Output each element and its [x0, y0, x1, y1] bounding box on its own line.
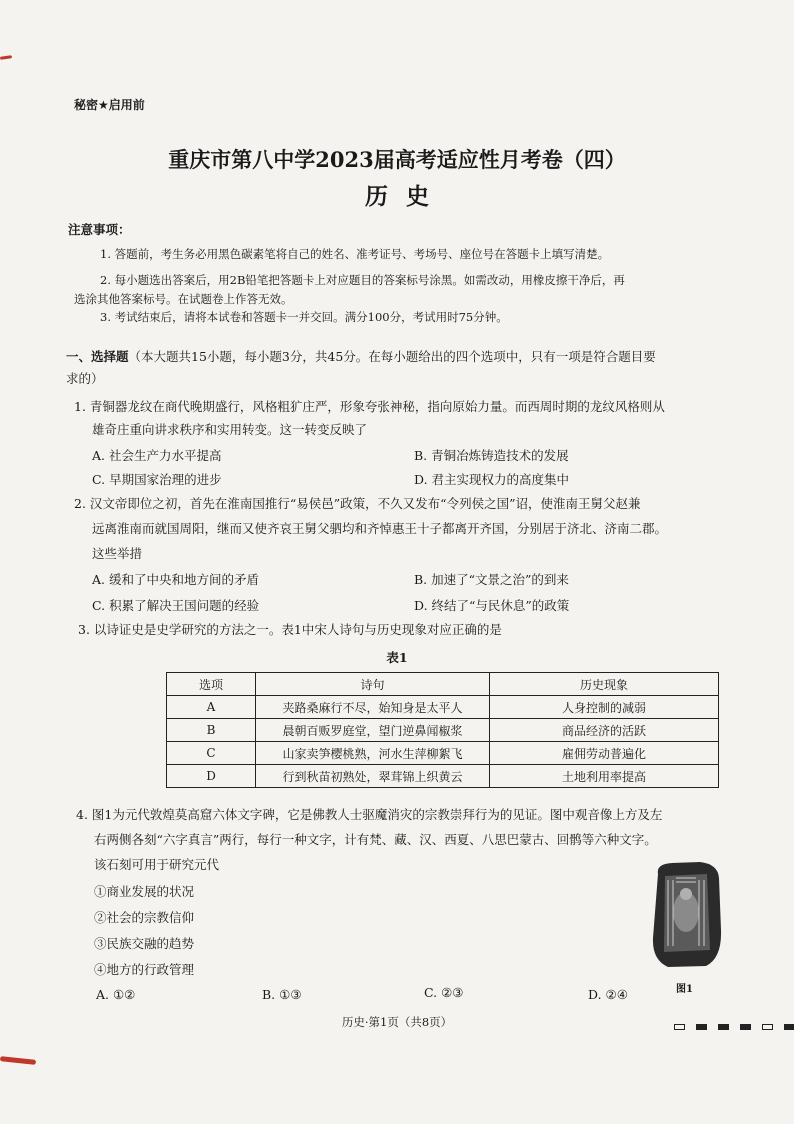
- page-marker: [696, 1024, 707, 1030]
- table-cell: 雇佣劳动普遍化: [490, 742, 719, 765]
- q3-stem: 3. 以诗证史是史学研究的方法之一。表1中宋人诗句与历史现象对应正确的是: [78, 622, 502, 637]
- poetry-history-table: [166, 672, 719, 788]
- table-cell: 晨朝百贩罗庭堂，望门逆鼻闻椒浆: [256, 719, 490, 742]
- table-row: [167, 696, 719, 719]
- table-row: [167, 719, 719, 742]
- exam-title: 重庆市第八中学2023届高考适应性月考卷（四）: [168, 147, 626, 172]
- table-cell: 人身控制的减弱: [490, 696, 719, 719]
- q1-option-b: B. 青铜冶炼铸造技术的发展: [414, 448, 569, 463]
- table-cell: B: [167, 719, 256, 742]
- q4-stem-3: 该石刻可用于研究元代: [94, 857, 220, 872]
- col-header-phenomenon: 历史现象: [490, 673, 719, 696]
- edge-smudge-bottom: [0, 1056, 36, 1065]
- page-marker: [718, 1024, 729, 1030]
- q4-stem-1: 4. 图1为元代敦煌莫高窟六体文字碑，它是佛教人士驱魔消灾的宗教崇拜行为的见证。图中观音像上方及左: [76, 807, 663, 822]
- q4-item-4: ④地方的行政管理: [94, 962, 195, 977]
- section-desc-1: （本大题共15小题，每小题3分，共45分。在每小题给出的四个选项中，只有一项是符合题目要: [128, 349, 656, 364]
- q4-item-3: ③民族交融的趋势: [94, 936, 195, 951]
- table-cell: 夹路桑麻行不尽，始知身是太平人: [256, 696, 490, 719]
- q2-option-d: D. 终结了“与民休息”的政策: [414, 598, 570, 613]
- table-cell: A: [167, 696, 256, 719]
- notice-item-3: 3. 考试结束后，请将本试卷和答题卡一并交回。满分100分，考试用时75分钟。: [100, 310, 508, 324]
- q2-option-b: B. 加速了“文景之治”的到来: [414, 572, 569, 587]
- table-cell: 商品经济的活跃: [490, 719, 719, 742]
- q1-stem-2: 雄奇庄重向讲求秩序和实用转变。这一转变反映了: [92, 422, 368, 437]
- edge-smudge-top: [0, 55, 12, 60]
- table-cell: 土地利用率提高: [490, 765, 719, 788]
- col-header-poem: 诗句: [256, 673, 490, 696]
- table-cell: 行到秋苗初熟处，翠茸锦上织黄云: [256, 765, 490, 788]
- subject-title: 历史: [365, 183, 447, 210]
- q4-option-a: A. ①②: [96, 987, 136, 1002]
- q1-option-c: C. 早期国家治理的进步: [92, 472, 222, 487]
- q4-option-c: C. ②③: [424, 985, 464, 1000]
- page-marker: [784, 1024, 794, 1030]
- q4-item-2: ②社会的宗教信仰: [94, 910, 195, 925]
- q1-option-a: A. 社会生产力水平提高: [92, 448, 222, 463]
- notice-item-2-cont: 选涂其他答案标号。在试题卷上作答无效。: [74, 292, 293, 306]
- section-heading: [66, 346, 731, 390]
- q4-item-1: ①商业发展的状况: [94, 884, 195, 899]
- page-marker: [762, 1024, 773, 1030]
- table-cell: 山家卖笋樱桃熟，河水生萍柳絮飞: [256, 742, 490, 765]
- figure-caption: 图1: [676, 984, 693, 995]
- q1-stem-1: 1. 青铜器龙纹在商代晚期盛行，风格粗犷庄严，形象夸张神秘，指向原始力量。而西周时期的龙纹风格则从: [74, 399, 665, 414]
- table-header-row: [167, 673, 719, 696]
- stele-image: [648, 860, 724, 970]
- q2-stem-2: 远离淮南而就国周阳，继而又使齐哀王舅父驷均和齐悼惠王十子都离开齐国，分别居于济北、济南二郡。: [92, 521, 668, 536]
- table-row: [167, 765, 719, 788]
- notice-heading: 注意事项：: [68, 222, 131, 237]
- table-caption: 表1: [386, 650, 408, 665]
- q1-option-d: D. 君主实现权力的高度集中: [414, 472, 570, 487]
- notice-item-1: 1. 答题前，考生务必用黑色碳素笔将自己的姓名、准考证号、考场号、座位号在答题卡上填写清楚。: [100, 247, 610, 261]
- page-marker: [674, 1024, 685, 1030]
- q2-stem-1: 2. 汉文帝即位之初，首先在淮南国推行“易侯邑”政策，不久又发布“令列侯之国”诏，使淮南王舅父赵兼: [74, 496, 641, 511]
- col-header-option: 选项: [167, 673, 256, 696]
- section-desc-2: 求的）: [66, 371, 104, 386]
- page-footer: 历史·第1页（共8页）: [341, 1015, 453, 1029]
- q2-option-c: C. 积累了解决王国问题的经验: [92, 598, 260, 613]
- confidential-label: 秘密★启用前: [74, 98, 145, 112]
- section-title: 一、选择题: [66, 349, 129, 364]
- table-cell: D: [167, 765, 256, 788]
- q2-stem-3: 这些举措: [92, 546, 143, 561]
- q4-option-b: B. ①③: [262, 987, 302, 1002]
- notice-item-2: 2. 每小题选出答案后，用2B铅笔把答题卡上对应题目的答案标号涂黑。如需改动，用橡皮擦干净后，再: [100, 273, 625, 287]
- q4-stem-2: 右两侧各刻“六字真言”两行，每行一种文字，计有梵、藏、汉、西夏、八思巴蒙古、回鹘等六种文字。: [94, 832, 657, 847]
- table-cell: C: [167, 742, 256, 765]
- table-row: [167, 742, 719, 765]
- q4-option-d: D. ②④: [588, 987, 628, 1002]
- page-marker: [740, 1024, 751, 1030]
- q2-option-a: A. 缓和了中央和地方间的矛盾: [92, 572, 259, 587]
